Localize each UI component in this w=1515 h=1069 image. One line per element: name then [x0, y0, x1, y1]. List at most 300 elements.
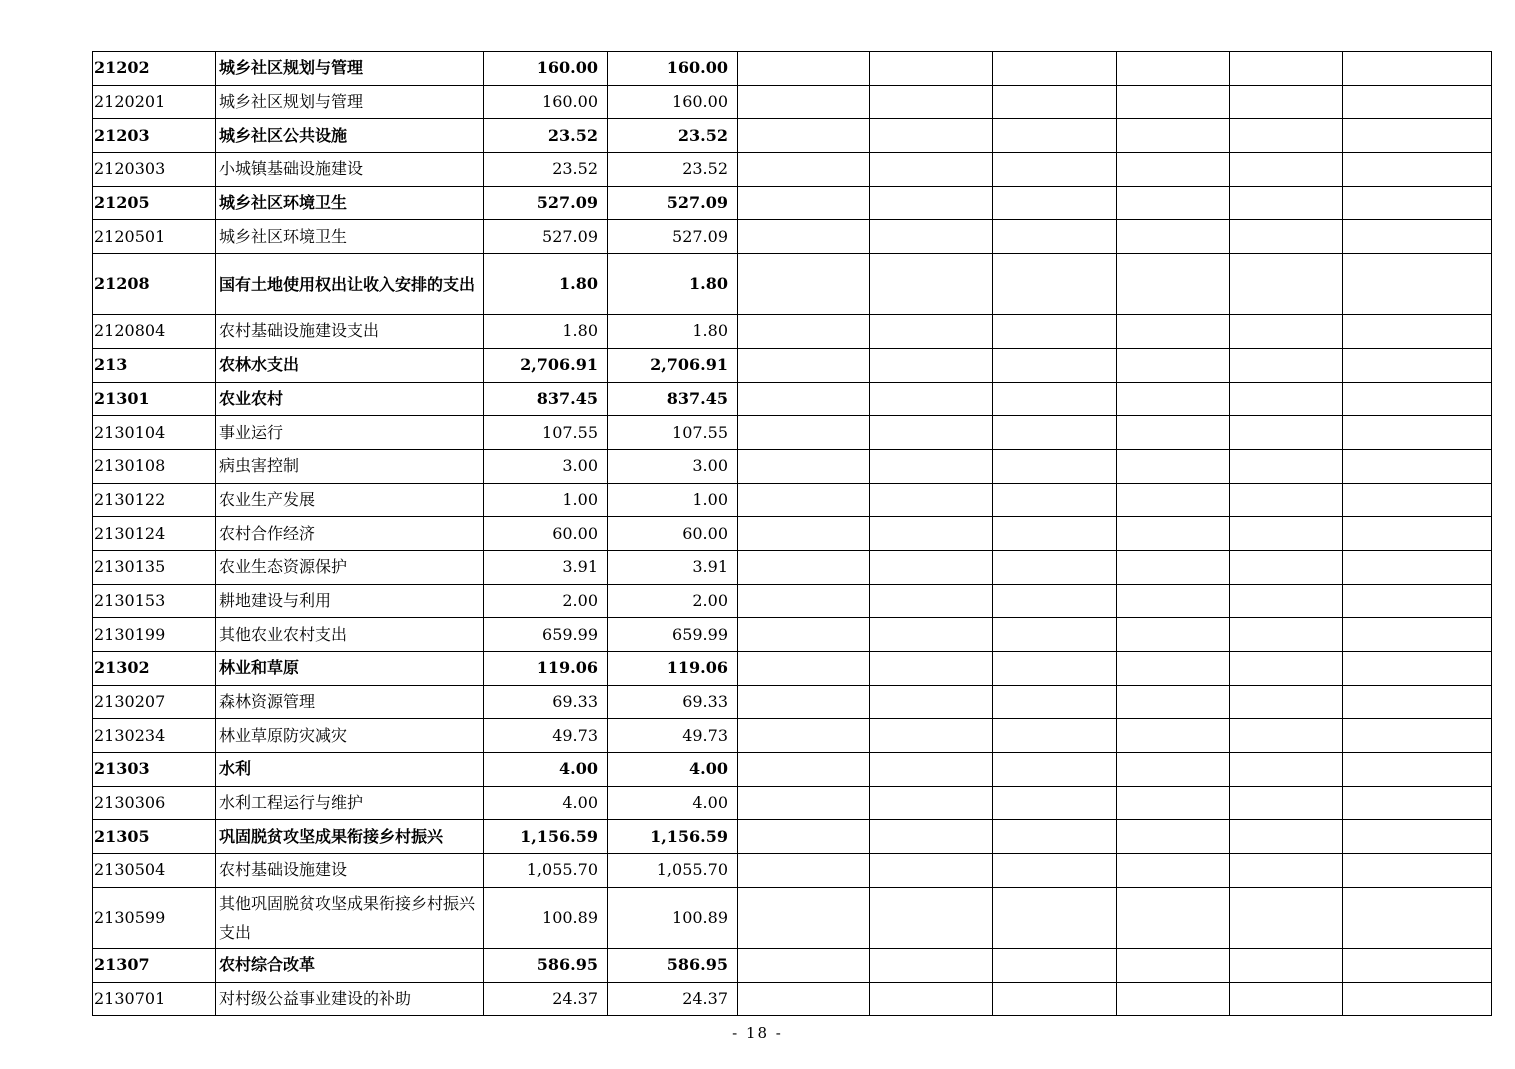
cell-empty	[1230, 786, 1343, 820]
cell-code: 2130122	[93, 483, 216, 517]
cell-empty	[993, 948, 1117, 982]
cell-empty	[738, 652, 870, 686]
table-row	[93, 618, 1492, 652]
cell-empty	[1230, 416, 1343, 450]
cell-empty	[1343, 820, 1492, 854]
cell-empty	[870, 584, 993, 618]
cell-empty	[738, 220, 870, 254]
table-row	[93, 52, 1492, 86]
cell-empty	[738, 584, 870, 618]
cell-code: 21303	[93, 753, 216, 787]
cell-empty	[738, 820, 870, 854]
cell-amount-basic: 3.91	[608, 550, 738, 584]
cell-empty	[870, 982, 993, 1016]
cell-code: 2130104	[93, 416, 216, 450]
cell-empty	[738, 685, 870, 719]
cell-empty	[1343, 416, 1492, 450]
cell-empty	[1117, 315, 1230, 349]
cell-amount-total: 527.09	[484, 186, 608, 220]
cell-empty	[870, 119, 993, 153]
cell-empty	[1230, 820, 1343, 854]
cell-empty	[1343, 854, 1492, 888]
cell-empty	[1117, 982, 1230, 1016]
table-row	[93, 982, 1492, 1016]
cell-empty	[993, 584, 1117, 618]
cell-code: 2120804	[93, 315, 216, 349]
cell-amount-total: 4.00	[484, 753, 608, 787]
cell-empty	[993, 52, 1117, 86]
cell-empty	[993, 550, 1117, 584]
cell-code: 2130504	[93, 854, 216, 888]
cell-name: 小城镇基础设施建设	[216, 153, 484, 187]
cell-name: 巩固脱贫攻坚成果衔接乡村振兴	[216, 820, 484, 854]
cell-amount-basic: 23.52	[608, 119, 738, 153]
cell-amount-total: 527.09	[484, 220, 608, 254]
cell-empty	[993, 887, 1117, 948]
cell-empty	[1230, 153, 1343, 187]
cell-name: 城乡社区规划与管理	[216, 52, 484, 86]
cell-empty	[738, 52, 870, 86]
cell-empty	[1343, 348, 1492, 382]
cell-empty	[993, 254, 1117, 315]
cell-empty	[993, 449, 1117, 483]
cell-amount-total: 2,706.91	[484, 348, 608, 382]
cell-empty	[1230, 618, 1343, 652]
cell-empty	[738, 517, 870, 551]
cell-amount-total: 160.00	[484, 52, 608, 86]
cell-amount-total: 119.06	[484, 652, 608, 686]
cell-empty	[870, 220, 993, 254]
cell-empty	[993, 382, 1117, 416]
cell-amount-basic: 1,055.70	[608, 854, 738, 888]
cell-amount-basic: 60.00	[608, 517, 738, 551]
table-row	[93, 753, 1492, 787]
cell-amount-basic: 4.00	[608, 753, 738, 787]
cell-empty	[1117, 820, 1230, 854]
cell-empty	[1230, 982, 1343, 1016]
cell-code: 2130199	[93, 618, 216, 652]
cell-empty	[870, 382, 993, 416]
table-row	[93, 719, 1492, 753]
cell-amount-total: 49.73	[484, 719, 608, 753]
cell-amount-total: 69.33	[484, 685, 608, 719]
cell-empty	[993, 220, 1117, 254]
cell-name: 森林资源管理	[216, 685, 484, 719]
table-row	[93, 786, 1492, 820]
cell-code: 21307	[93, 948, 216, 982]
cell-empty	[1343, 153, 1492, 187]
cell-empty	[993, 416, 1117, 450]
cell-empty	[1343, 719, 1492, 753]
table-row	[93, 315, 1492, 349]
cell-empty	[993, 982, 1117, 1016]
cell-amount-total: 100.89	[484, 887, 608, 948]
cell-amount-total: 23.52	[484, 153, 608, 187]
cell-empty	[738, 786, 870, 820]
cell-empty	[1343, 550, 1492, 584]
table-row	[93, 483, 1492, 517]
cell-amount-total: 1.80	[484, 315, 608, 349]
cell-empty	[870, 52, 993, 86]
cell-empty	[1343, 85, 1492, 119]
cell-empty	[870, 348, 993, 382]
table-row	[93, 119, 1492, 153]
cell-empty	[1230, 719, 1343, 753]
cell-code: 21205	[93, 186, 216, 220]
cell-code: 21203	[93, 119, 216, 153]
cell-empty	[1230, 948, 1343, 982]
cell-empty	[993, 85, 1117, 119]
cell-amount-basic: 586.95	[608, 948, 738, 982]
cell-empty	[1343, 753, 1492, 787]
cell-empty	[738, 254, 870, 315]
cell-empty	[738, 982, 870, 1016]
cell-empty	[870, 753, 993, 787]
cell-empty	[738, 550, 870, 584]
cell-amount-total: 107.55	[484, 416, 608, 450]
cell-empty	[1343, 483, 1492, 517]
cell-empty	[993, 483, 1117, 517]
cell-empty	[1230, 584, 1343, 618]
cell-empty	[993, 517, 1117, 551]
cell-empty	[993, 753, 1117, 787]
cell-empty	[993, 786, 1117, 820]
cell-empty	[738, 719, 870, 753]
table-row	[93, 517, 1492, 551]
cell-amount-basic: 1,156.59	[608, 820, 738, 854]
cell-empty	[1343, 254, 1492, 315]
cell-empty	[738, 618, 870, 652]
cell-empty	[1117, 517, 1230, 551]
cell-empty	[1117, 220, 1230, 254]
cell-empty	[870, 652, 993, 686]
cell-empty	[1117, 186, 1230, 220]
cell-empty	[1117, 550, 1230, 584]
cell-name: 对村级公益事业建设的补助	[216, 982, 484, 1016]
cell-name: 国有土地使用权出让收入安排的支出	[216, 254, 484, 315]
cell-empty	[1230, 483, 1343, 517]
cell-empty	[870, 550, 993, 584]
cell-amount-total: 659.99	[484, 618, 608, 652]
cell-name: 城乡社区公共设施	[216, 119, 484, 153]
cell-empty	[1230, 52, 1343, 86]
cell-empty	[870, 719, 993, 753]
cell-empty	[1230, 753, 1343, 787]
cell-amount-total: 586.95	[484, 948, 608, 982]
cell-amount-total: 3.91	[484, 550, 608, 584]
cell-amount-basic: 659.99	[608, 618, 738, 652]
cell-empty	[993, 348, 1117, 382]
cell-empty	[993, 652, 1117, 686]
cell-empty	[870, 449, 993, 483]
cell-amount-total: 1.00	[484, 483, 608, 517]
table-row	[93, 584, 1492, 618]
cell-empty	[1343, 186, 1492, 220]
cell-empty	[1343, 982, 1492, 1016]
cell-empty	[1230, 854, 1343, 888]
cell-code: 2130599	[93, 887, 216, 948]
cell-empty	[993, 685, 1117, 719]
cell-empty	[738, 948, 870, 982]
table-body	[93, 52, 1492, 1016]
table-row	[93, 652, 1492, 686]
cell-amount-total: 160.00	[484, 85, 608, 119]
cell-empty	[1117, 416, 1230, 450]
cell-amount-basic: 24.37	[608, 982, 738, 1016]
cell-empty	[870, 887, 993, 948]
cell-name: 农业生态资源保护	[216, 550, 484, 584]
table-row	[93, 254, 1492, 315]
cell-empty	[1343, 220, 1492, 254]
cell-empty	[870, 315, 993, 349]
cell-empty	[1230, 315, 1343, 349]
cell-empty	[1343, 315, 1492, 349]
cell-empty	[1230, 85, 1343, 119]
cell-amount-basic: 837.45	[608, 382, 738, 416]
cell-empty	[1230, 449, 1343, 483]
cell-name: 林业草原防灾减灾	[216, 719, 484, 753]
budget-table	[92, 51, 1492, 1016]
cell-name: 农村基础设施建设	[216, 854, 484, 888]
cell-empty	[993, 820, 1117, 854]
cell-empty	[1230, 382, 1343, 416]
cell-empty	[870, 618, 993, 652]
cell-code: 2130306	[93, 786, 216, 820]
cell-code: 2130207	[93, 685, 216, 719]
cell-empty	[1230, 254, 1343, 315]
cell-name: 事业运行	[216, 416, 484, 450]
cell-empty	[1343, 618, 1492, 652]
cell-empty	[738, 315, 870, 349]
cell-name: 城乡社区环境卫生	[216, 186, 484, 220]
cell-amount-basic: 100.89	[608, 887, 738, 948]
cell-name: 农业生产发展	[216, 483, 484, 517]
cell-amount-basic: 160.00	[608, 85, 738, 119]
cell-empty	[1343, 652, 1492, 686]
cell-code: 21302	[93, 652, 216, 686]
cell-empty	[1117, 719, 1230, 753]
cell-amount-basic: 4.00	[608, 786, 738, 820]
table-row	[93, 854, 1492, 888]
cell-name: 水利工程运行与维护	[216, 786, 484, 820]
cell-name: 农业农村	[216, 382, 484, 416]
cell-empty	[1117, 348, 1230, 382]
cell-empty	[1230, 220, 1343, 254]
cell-empty	[1343, 584, 1492, 618]
cell-amount-basic: 2,706.91	[608, 348, 738, 382]
cell-amount-basic: 1.00	[608, 483, 738, 517]
cell-empty	[738, 382, 870, 416]
cell-empty	[870, 416, 993, 450]
cell-code: 2120501	[93, 220, 216, 254]
cell-empty	[870, 786, 993, 820]
cell-name: 其他农业农村支出	[216, 618, 484, 652]
cell-name: 林业和草原	[216, 652, 484, 686]
cell-empty	[1230, 119, 1343, 153]
cell-empty	[993, 119, 1117, 153]
cell-empty	[870, 483, 993, 517]
table-row	[93, 449, 1492, 483]
cell-empty	[1343, 449, 1492, 483]
cell-code: 2130701	[93, 982, 216, 1016]
cell-empty	[738, 348, 870, 382]
cell-code: 21202	[93, 52, 216, 86]
cell-empty	[870, 820, 993, 854]
cell-empty	[993, 153, 1117, 187]
cell-amount-total: 2.00	[484, 584, 608, 618]
cell-empty	[1343, 887, 1492, 948]
cell-name: 水利	[216, 753, 484, 787]
cell-empty	[1230, 652, 1343, 686]
cell-empty	[1117, 786, 1230, 820]
cell-empty	[1117, 483, 1230, 517]
cell-amount-basic: 527.09	[608, 220, 738, 254]
cell-code: 2120303	[93, 153, 216, 187]
cell-code: 2130234	[93, 719, 216, 753]
cell-code: 2120201	[93, 85, 216, 119]
cell-code: 2130108	[93, 449, 216, 483]
cell-amount-basic: 1.80	[608, 254, 738, 315]
cell-empty	[1117, 887, 1230, 948]
cell-amount-total: 1.80	[484, 254, 608, 315]
cell-empty	[1117, 153, 1230, 187]
cell-empty	[870, 517, 993, 551]
cell-empty	[1343, 119, 1492, 153]
cell-empty	[1230, 348, 1343, 382]
table-row	[93, 220, 1492, 254]
cell-empty	[1117, 618, 1230, 652]
cell-empty	[738, 85, 870, 119]
cell-empty	[870, 186, 993, 220]
table-row	[93, 85, 1492, 119]
cell-empty	[738, 854, 870, 888]
cell-empty	[1343, 786, 1492, 820]
cell-empty	[1230, 186, 1343, 220]
cell-empty	[993, 719, 1117, 753]
cell-name: 耕地建设与利用	[216, 584, 484, 618]
cell-empty	[738, 119, 870, 153]
cell-amount-total: 3.00	[484, 449, 608, 483]
cell-empty	[1343, 382, 1492, 416]
table-row	[93, 820, 1492, 854]
cell-empty	[1230, 517, 1343, 551]
table-row	[93, 550, 1492, 584]
cell-name: 病虫害控制	[216, 449, 484, 483]
cell-amount-total: 60.00	[484, 517, 608, 551]
table-row	[93, 887, 1492, 948]
cell-empty	[738, 887, 870, 948]
cell-code: 21305	[93, 820, 216, 854]
cell-amount-total: 4.00	[484, 786, 608, 820]
cell-empty	[993, 854, 1117, 888]
cell-name: 农林水支出	[216, 348, 484, 382]
table-row	[93, 685, 1492, 719]
cell-empty	[1117, 119, 1230, 153]
cell-empty	[993, 186, 1117, 220]
cell-empty	[870, 685, 993, 719]
cell-empty	[1117, 948, 1230, 982]
cell-empty	[870, 153, 993, 187]
cell-amount-basic: 3.00	[608, 449, 738, 483]
cell-code: 2130124	[93, 517, 216, 551]
cell-name: 农村基础设施建设支出	[216, 315, 484, 349]
cell-amount-total: 24.37	[484, 982, 608, 1016]
cell-code: 21208	[93, 254, 216, 315]
cell-empty	[1343, 685, 1492, 719]
cell-empty	[738, 153, 870, 187]
table-row	[93, 416, 1492, 450]
cell-name: 其他巩固脱贫攻坚成果衔接乡村振兴支出	[216, 887, 484, 948]
cell-amount-basic: 107.55	[608, 416, 738, 450]
cell-amount-basic: 2.00	[608, 584, 738, 618]
cell-name: 农村综合改革	[216, 948, 484, 982]
cell-amount-basic: 160.00	[608, 52, 738, 86]
cell-empty	[1343, 948, 1492, 982]
cell-empty	[870, 854, 993, 888]
cell-empty	[1117, 449, 1230, 483]
page-number: - 18 -	[732, 1024, 783, 1042]
cell-empty	[870, 85, 993, 119]
table-row	[93, 948, 1492, 982]
cell-empty	[1117, 382, 1230, 416]
cell-empty	[1117, 584, 1230, 618]
cell-amount-basic: 23.52	[608, 153, 738, 187]
cell-empty	[738, 449, 870, 483]
cell-empty	[1117, 854, 1230, 888]
cell-amount-basic: 119.06	[608, 652, 738, 686]
cell-empty	[993, 618, 1117, 652]
cell-empty	[1117, 254, 1230, 315]
cell-empty	[1117, 52, 1230, 86]
cell-amount-basic: 69.33	[608, 685, 738, 719]
cell-amount-total: 23.52	[484, 119, 608, 153]
cell-empty	[1117, 685, 1230, 719]
cell-empty	[1117, 652, 1230, 686]
cell-empty	[870, 948, 993, 982]
cell-name: 农村合作经济	[216, 517, 484, 551]
table-row	[93, 382, 1492, 416]
table-row	[93, 186, 1492, 220]
cell-empty	[1117, 85, 1230, 119]
cell-code: 2130153	[93, 584, 216, 618]
cell-empty	[738, 753, 870, 787]
cell-code: 21301	[93, 382, 216, 416]
cell-amount-total: 1,156.59	[484, 820, 608, 854]
table-row	[93, 348, 1492, 382]
cell-empty	[738, 483, 870, 517]
cell-empty	[1230, 685, 1343, 719]
cell-empty	[870, 254, 993, 315]
cell-empty	[738, 186, 870, 220]
cell-code: 2130135	[93, 550, 216, 584]
table-row	[93, 153, 1492, 187]
cell-empty	[1117, 753, 1230, 787]
cell-amount-total: 837.45	[484, 382, 608, 416]
cell-amount-total: 1,055.70	[484, 854, 608, 888]
cell-amount-basic: 527.09	[608, 186, 738, 220]
cell-amount-basic: 49.73	[608, 719, 738, 753]
cell-empty	[1343, 517, 1492, 551]
cell-empty	[1343, 52, 1492, 86]
cell-name: 城乡社区环境卫生	[216, 220, 484, 254]
cell-code: 213	[93, 348, 216, 382]
cell-empty	[738, 416, 870, 450]
cell-amount-basic: 1.80	[608, 315, 738, 349]
cell-empty	[1230, 887, 1343, 948]
cell-empty	[993, 315, 1117, 349]
cell-empty	[1230, 550, 1343, 584]
cell-name: 城乡社区规划与管理	[216, 85, 484, 119]
